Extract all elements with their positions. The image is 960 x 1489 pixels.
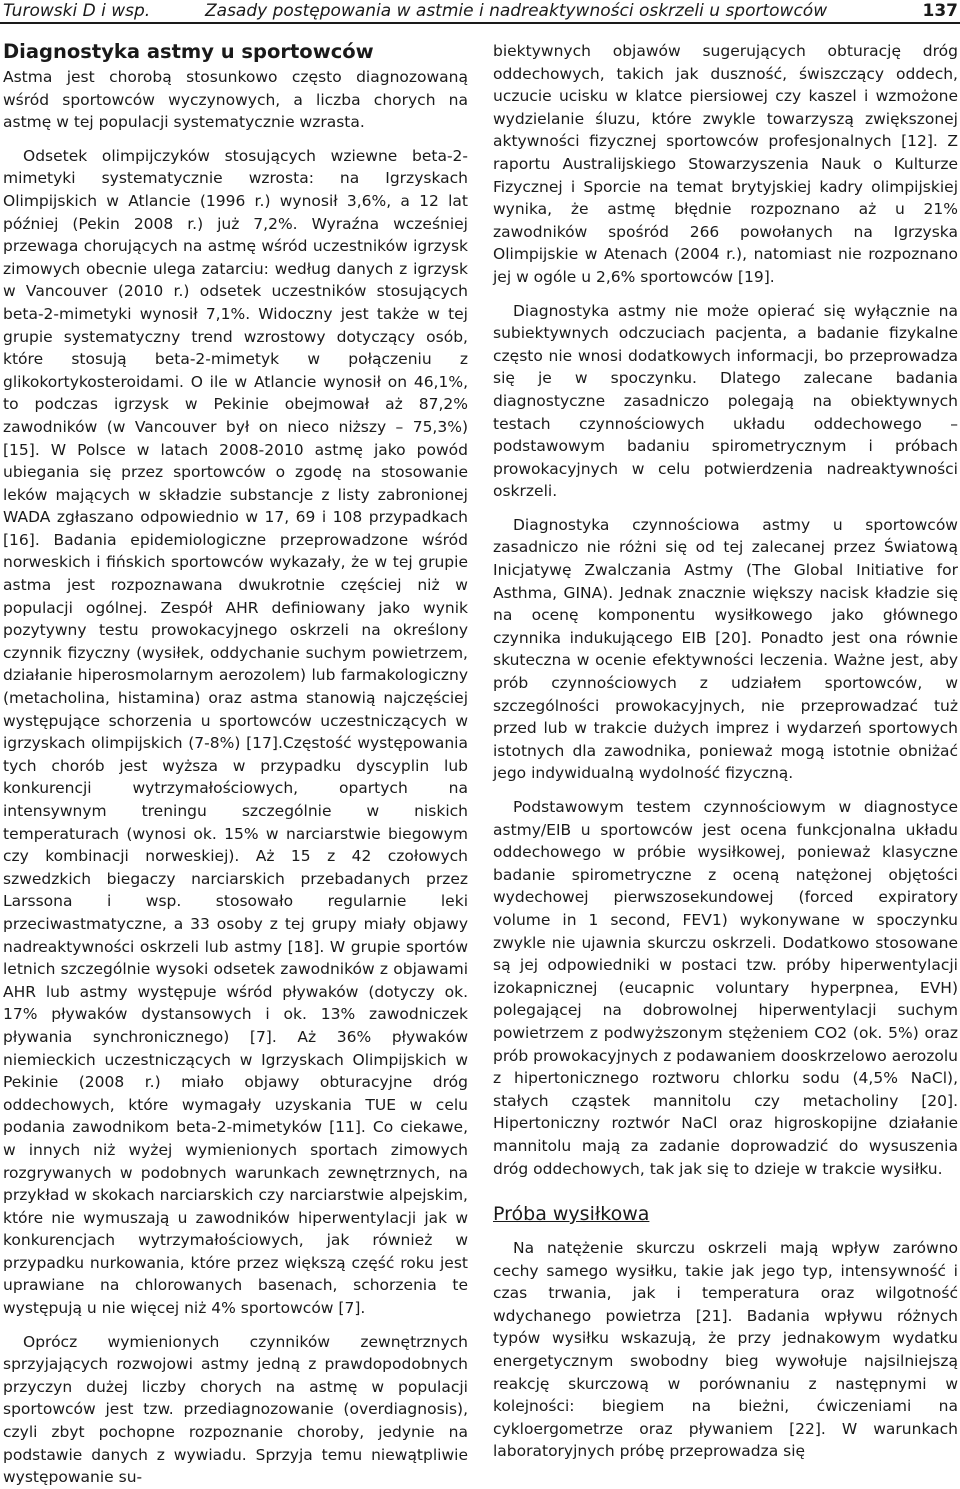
page-number: 137 <box>922 1 958 21</box>
paragraph: Oprócz wymienionych czynników zewnętrznych sprzyjających rozwojowi astmy jedną z prawdopodobnych przyczyn dużej liczby chorych na astmę w populacji sportowców jest tzw. przediagnozowanie (overdiagnosis), czyli zbyt pochopne rozpoznanie choroby, jedynie na podstawie danych z wywiadu. Sprzyja temu niewątpliwie występowanie su- <box>3 1332 468 1487</box>
paragraph: Na natężenie skurczu oskrzeli mają wpływ zarówno cechy samego wysiłku, takie jak jego typ, intensywność i czas trwania, jak i temperatura oraz wilgotność wdychanego powietrza [21]. Badania wpływu różnych typów wysiłku wskazują, że przy jednakowym wydatku energetycznym swobodny bieg wywołuje najsilniejszą reakcję skurczową w porównaniu z następnymi w kolejności: biegiem na bieżni, ćwiczeniami na cykloergometrze oraz pływaniem [22]. W warunkach laboratoryjnych próbę przeprowadza się <box>493 1239 958 1461</box>
paragraph: Astma jest chorobą stosunkowo często diagnozowaną wśród sportowców wyczynowych, a liczba chorych na astmę w tej populacji systematycznie wzrasta. <box>3 68 468 132</box>
right-column <box>493 40 958 1463</box>
paragraph: Diagnostyka czynnościowa astmy u sportowców zasadniczo nie różni się od tej zalecanej przez Światową Inicjatywę Zwalczania Astmy (The Global Initiative for Asthma, GINA). Jednak znacznie większy nacisk kładzie się na ocenę komponentu wysiłkowego jako głównego czynnika indukującego EIB [20]. Ponadto jest ona równie skuteczna w ocenie efektywności leczenia. Ważne jest, aby prób czynnościowych z udziałem sportowców, w szczególności prowokacyjnych, nie przeprowadzać tuż przed lub w trakcie dużych imprez i wydarzeń sportowych istotnych dla zawodnika, ponieważ mogą istotnie obniżać jego indywidualną wydolność fizyczną. <box>493 515 958 783</box>
paragraph: Podstawowym testem czynnościowym w diagnostyce astmy/EIB u sportowców jest ocena funkcjonalna układu oddechowego w próbie wysiłkowej, ponieważ klasyczne badanie spirometryczne z oceną natężonej objętości wydechowej pierwszosekundowej (forced expiratory volume in 1 second, FEV1) wykonywane w spoczynku zwykle nie ujawnia skurczu oskrzeli. Dodatkowo stosowane są jej odpowiedniki w postaci tzw. próby hiperwentylacji izokapnicznej (eucapnic voluntary hyperpnea, EVH) polegającej na dobrowolnej hiperwentylacji suchym powietrzem z podwyższonym stężeniem CO2 (ok. 5%) oraz prób prowokacyjnych z podawaniem dooskrzelowo aerozolu z hipertonicznego roztworu chlorku sodu (4,5% NaCl), stałych cząstek mannitolu czy metacholiny [20]. Hipertoniczny roztwór NaCl oraz higroskopijne działanie mannitolu mają za zadanie doprowadzić do wysuszenia dróg oddechowych, tak jak się to dzieje w trakcie wysiłku. <box>493 798 958 1178</box>
section-heading-proba-wysilkowa: Próba wysiłkowa <box>493 1203 650 1226</box>
running-header <box>0 0 960 24</box>
left-column <box>3 40 468 1489</box>
header-authors: Turowski D i wsp. <box>3 1 151 21</box>
paragraph: biektywnych objawów sugerujących obturację dróg oddechowych, takich jak duszność, świszczący oddech, uczucie ucisku w klatce piersiowej czy kaszel i wzmożone wydzielanie śluzu, które zwykle towarzyszą zwiększonej aktywności fizycznej sportowców profesjonalnych [12]. Z raportu Australijskiego Stowarzyszenia Nauk o Kulturze Fizycznej i Sporcie na temat brytyjskiej kadry olimpijskiej wynika, że astmę błędnie rozpoznano aż u 21% zawodników spośród 266 powołanych na Igrzyska Olimpijskie w Atenach (2004 r.), natomiast nie rozpoznano jej w ogóle u 2,6% sportowców [19]. <box>493 42 958 286</box>
header-title: Zasady postępowania w astmie i nadreaktywności oskrzeli u sportowców <box>205 1 828 21</box>
paragraph: Odsetek olimpijczyków stosujących wziewne beta-2-mimetyki systematycznie wzrosta: na Igrzyskach Olimpijskich w Atlancie (1996 r.) wynosił 3,6%, a 12 lat później (Pekin 2008 r.) już 7,2%. Wyraźna wcześniej przewaga chorujących na astmę wśród uczestników igrzysk zimowych obecnie ulega zatarciu: według danych z igrzysk w Vancouver (2010 r.) odsetek uczestników stosujących beta-2-mimetyki wynosił 7,1%. Widoczny jest także w tej grupie systematyczny trend wzrostowy dotyczący osób, które stosują beta-2-mimetyk w połączeniu z glikokortykosteroidami. O ile w Atlancie wynosił on 46,1%, to podczas igrzysk w Pekinie obejmował aż 87,2% zawodników (w Vancouver był on nieco niższy – 75,3%) [15]. W Polsce w latach 2008-2010 astmę jako powód ubiegania się przez sportowców o zgodę na stosowanie leków mających w składzie substancje z listy zabronionej WADA zgłaszano odpowiednio w 17, 69 i 108 przypadkach [16]. Badania epidemiologiczne przeprowadzone wśród norweskich i fińskich sportowców wykazały, że w tej grupie astma jest rozpoznawana dwukrotnie częściej niż w populacji ogólnej. Zespół AHR definiowany jako wynik pozytywny testu prowokacyjnego oskrzeli na określony czynnik fizyczny (wysiłek, oddychanie suchym powietrzem, działanie hiperosmolarnym aerozolem) lub farmakologiczny (metacholina, histamina) oraz astma stanowią najczęściej występujące schorzenia u sportowców uczestniczących w igrzyskach olimpijskich (7-8%) [17].Częstość występowania tych chorób jest wyższa w przypadku dyscyplin lub konkurencji wytrzymałościowych, opartych na intensywnym treningu szczególnie w niskich temperaturach (wynosi ok. 15% w narciarstwie biegowym czy kombinacji norweskiej). Aż 15 z 42 czołowych szwedzkich biegaczy narciarskich przebadanych przez Larssona i wsp. stosowało regularnie leki przeciwastmatyczne, a 33 osoby z tej grupy miały objawy nadreaktywności oskrzeli lub astmy [18]. W grupie sportów letnich szczególnie wysoki odsetek zawodników z objawami AHR lub astmy występuje wśród pływaków (dotyczy ok. 17% pływaków dystansowych i ok. 13% zawodniczek pływania synchronicznego) [7]. Aż 36% pływaków niemieckich uczestniczących w Igrzyskach Olimpijskich w Pekinie (2008 r.) miało objawy obturacyjne dróg oddechowych, które wymagały uzyskania TUE w celu podania zawodnikom beta-2-mimetyków [11]. Co ciekawe, w innych niż wyżej wymienionych sportach zimowych rozgrywanych w podobnych warunkach zewnętrznych, na przykład w skokach narciarskich czy narciarstwie alpejskim, które nie wymuszają u zawodników hiperwentylacji jak w konkurencjach wytrzymałościowych, jak również w przypadku nurkowania, które przez większą część roku jest uprawiane na chlorowanych basenach, schorzenia te występują u nie więcej niż 4% sportowców [7]. <box>3 146 468 1318</box>
section-heading-diagnostyka: Diagnostyka astmy u sportowców <box>3 40 374 63</box>
paragraph: Diagnostyka astmy nie może opierać się wyłącznie na subiektywnych odczuciach pacjenta, a badanie fizykalne często nie wnosi dodatkowych informacji, bo przeprowadza się je w spoczynku. Dlatego zalecane badania diagnostyczne zasadniczo polegają na obiektywnych testach czynnościowych układu oddechowego – podstawowym badaniu spirometrycznym i próbach prowokacyjnych w celu potwierdzenia nadreaktywności oskrzeli. <box>493 301 958 501</box>
